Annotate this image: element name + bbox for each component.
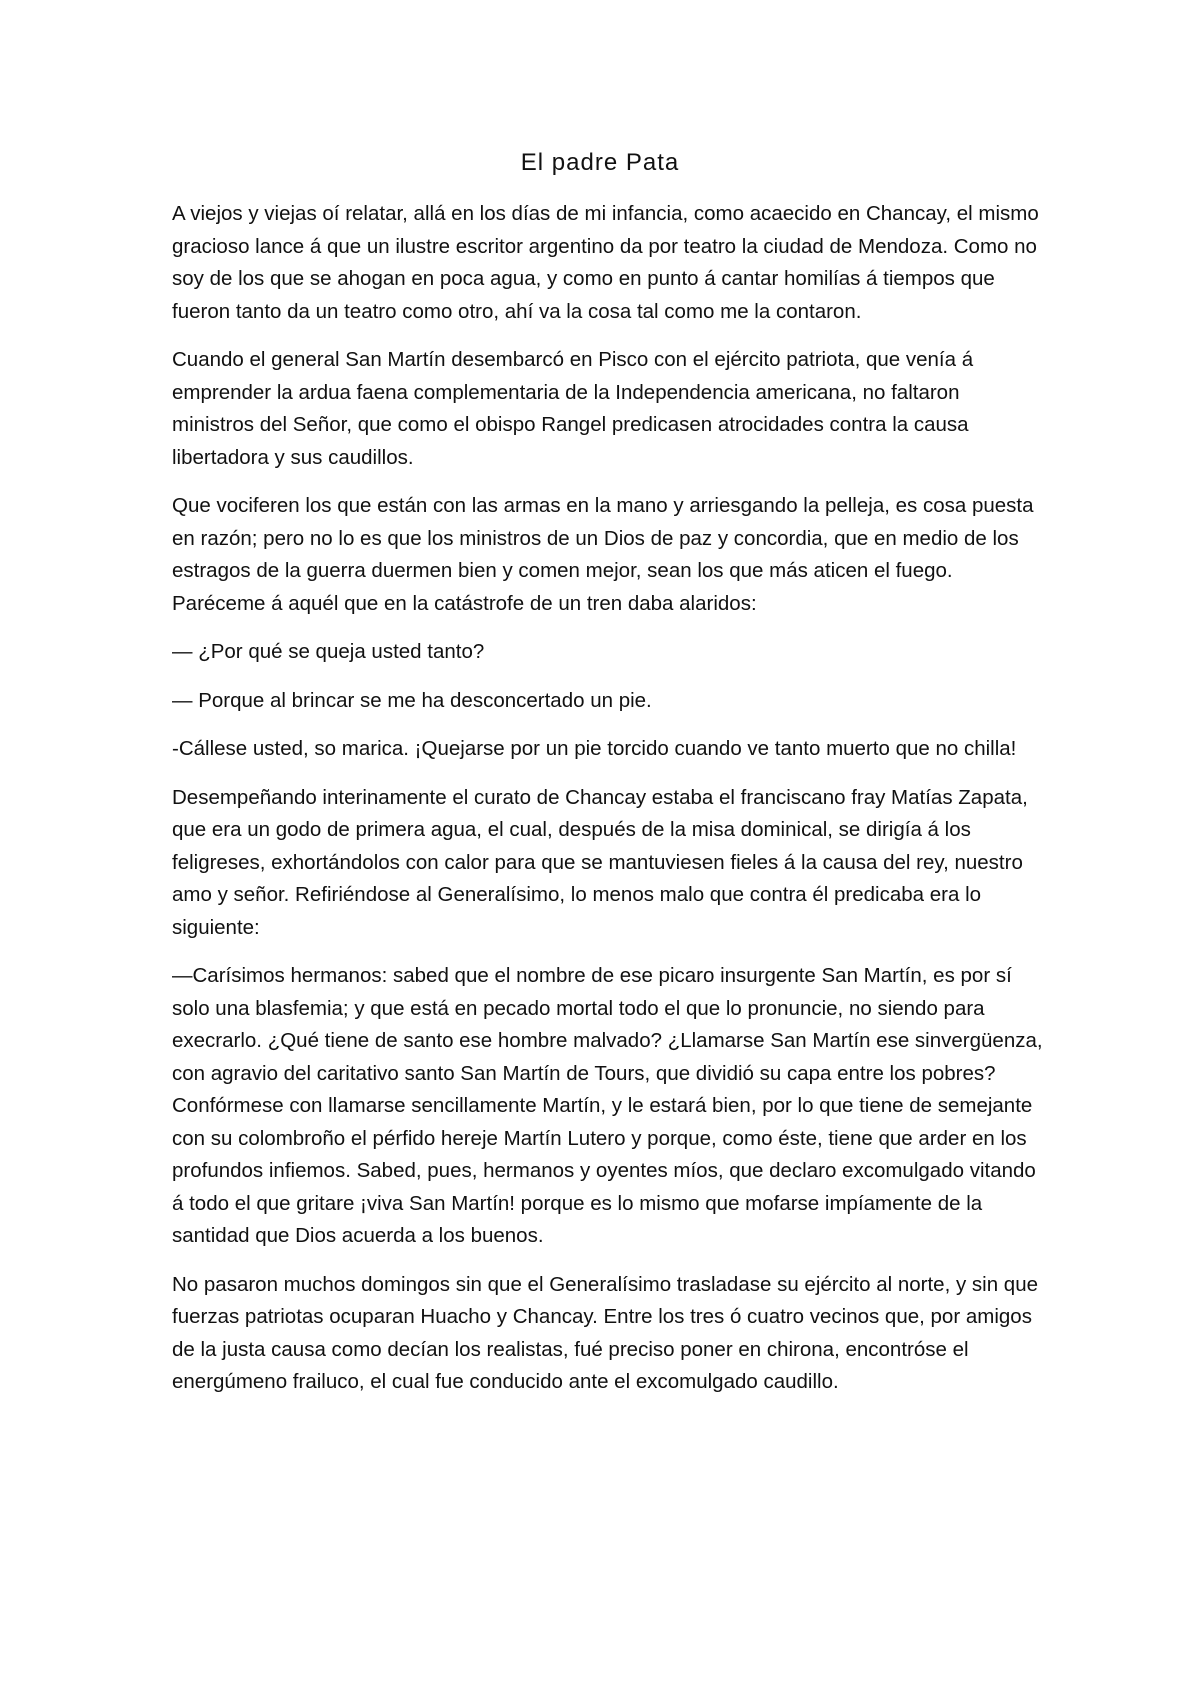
paragraph: A viejos y viejas oí relatar, allá en los días de mi infancia, como acaecido en Chancay, el mismo gracioso lance á que un ilustre escritor argentino da por teatro la ciudad de Mendoza. Como no soy de los que se ahogan en poca agua, y como en punto á cantar homilías á tiempos que fueron tanto da un teatro como otro, ahí va la cosa tal como me la contaron. <box>172 202 1039 323</box>
paragraph: No pasaron muchos domingos sin que el Generalísimo trasladase su ejército al norte, y sin que fuerzas patriotas ocuparan Huacho y Chancay. Entre los tres ó cuatro vecinos que, por amigos de la justa causa como decían los realistas, fué preciso poner en chirona, encontróse el energúmeno frailuco, el cual fue conducido ante el excomulgado caudillo. <box>172 1272 1039 1393</box>
paragraph: Que vociferen los que están con las armas en la mano y arriesgando la pelleja, es cosa puesta en razón; pero no lo es que los ministros de un Dios de paz y concordia, que en medio de los estragos de la guerra duermen bien y comen mejor, sean los que más aticen el fuego. Paréceme á aquél que en la catástrofe de un tren daba alaridos: <box>172 494 1034 615</box>
document-body <box>172 198 1044 1415</box>
dialogue-line: -Cállese usted, so marica. ¡Quejarse por un pie torcido cuando ve tanto muerto que no chilla! <box>172 737 1017 760</box>
paragraph: Cuando el general San Martín desembarcó en Pisco con el ejército patriota, que venía á emprender la ardua faena complementaria de la Independencia americana, no faltaron ministros del Señor, que como el obispo Rangel predicasen atrocidades contra la causa libertadora y sus caudillos. <box>172 348 974 469</box>
sermon-paragraph: —Carísimos hermanos: sabed que el nombre de ese picaro insurgente San Martín, es por sí solo una blasfemia; y que está en pecado mortal todo el que lo pronuncie, no siendo para execrarlo. ¿Qué tiene de santo ese hombre malvado? ¿Llamarse San Martín ese sinvergüenza, con agravio del caritativo santo San Martín de Tours, que dividió su capa entre los pobres? Confórmese con llamarse sencillamente Martín, y le estará bien, por lo que tiene de semejante con su colombroño el pérfido hereje Martín Lutero y porque, como éste, tiene que arder en los profundos infiemos. Sabed, pues, hermanos y oyentes míos, que declaro excomulgado vitando á todo el que gritare ¡viva San Martín! porque es lo mismo que mofarse impíamente de la santidad que Dios acuerda a los buenos. <box>172 964 1043 1247</box>
dialogue-line: — ¿Por qué se queja usted tanto? <box>172 640 485 663</box>
paragraph: Desempeñando interinamente el curato de Chancay estaba el franciscano fray Matías Zapata, que era un godo de primera agua, el cual, después de la misa dominical, se dirigía á los feligreses, exhortándolos con calor para que se mantuviesen fieles á la causa del rey, nuestro amo y señor. Refiriéndose al Generalísimo, lo menos malo que contra él predicaba era lo siguiente: <box>172 785 1028 939</box>
document-title: El padre Pata <box>520 149 680 176</box>
dialogue-line: — Porque al brincar se me ha desconcertado un pie. <box>172 688 652 712</box>
